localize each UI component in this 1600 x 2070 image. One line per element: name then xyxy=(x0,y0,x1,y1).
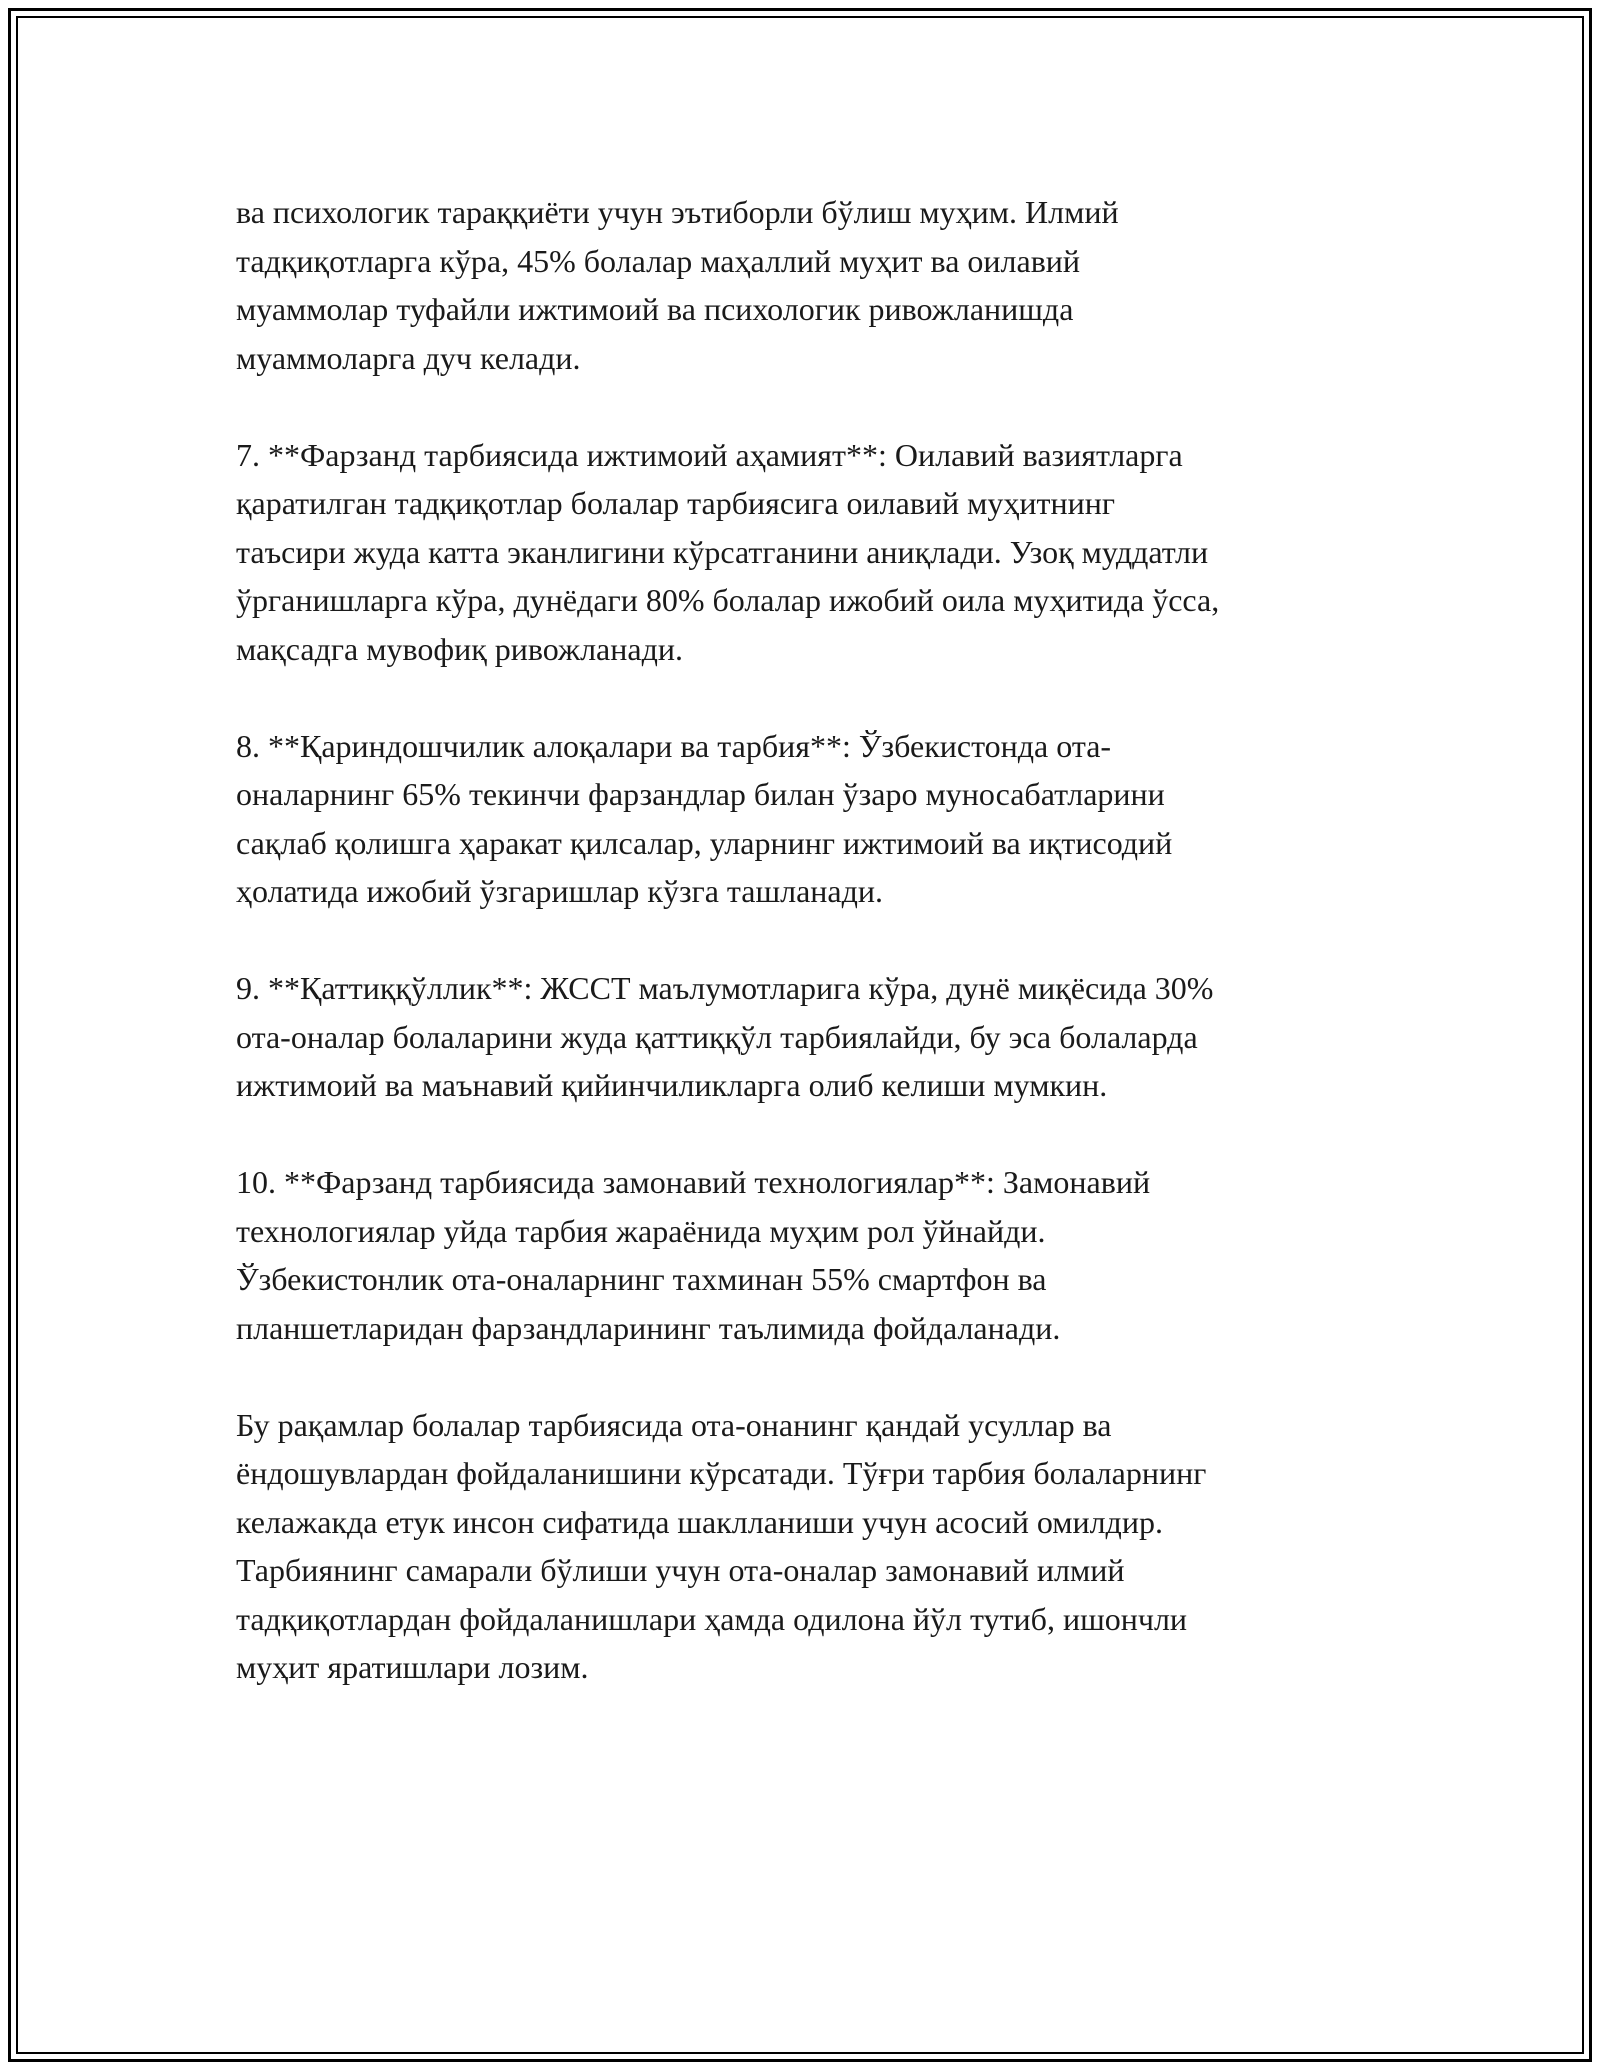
text-line: 8. **Қариндошчилик алоқалари ва тарбия**: Ўзбекистонда ота- xyxy=(236,727,1112,764)
text-line: ва психологик тараққиёти учун эътиборли бўлиш муҳим. Илмий xyxy=(236,194,1119,230)
paragraph-item-9 xyxy=(236,964,1386,1110)
text-line: ўрганишларга кўра, дунёдаги 80% болалар ижобий оила муҳитида ўсса, xyxy=(236,582,1220,618)
text-line: ёндошувлардан фойдаланишини кўрсатади. Тўғри тарбия болаларнинг xyxy=(236,1455,1207,1491)
paragraph-item-8 xyxy=(236,722,1386,916)
paragraph-item-7 xyxy=(236,431,1386,674)
text-line: таъсири жуда катта эканлигини кўрсатганини аниқлади. Узоқ муддатли xyxy=(236,533,1209,570)
text-line: қаратилган тадқиқотлар болалар тарбиясига оилавий муҳитнинг xyxy=(236,485,1116,521)
text-line: муаммоларга дуч келади. xyxy=(236,339,581,376)
text-line: ижтимоий ва маънавий қийинчиликларга олиб келиши мумкин. xyxy=(236,1067,1108,1103)
text-line: Тарбиянинг самарали бўлиши учун ота-оналар замонавий илмий xyxy=(236,1552,1125,1588)
text-line: тадқиқотларга кўра, 45% болалар маҳаллий муҳит ва оилавий xyxy=(236,242,1081,279)
paragraph-intro-continuation xyxy=(236,188,1386,382)
text-line: оналарнинг 65% текинчи фарзандлар билан ўзаро муносабатларини xyxy=(236,776,1165,812)
text-line: 9. **Қаттиққўллик**: ЖССТ маълумотларига кўра, дунё миқёсида 30% xyxy=(236,970,1214,1006)
text-line: мақсадга мувофиқ ривожланади. xyxy=(236,630,683,667)
text-line: сақлаб қолишга ҳаракат қилсалар, уларнинг ижтимоий ва иқтисодий xyxy=(236,824,1173,861)
text-line: 10. **Фарзанд тарбиясида замонавий технологиялар**: Замонавий xyxy=(236,1164,1151,1200)
paragraph-item-10 xyxy=(236,1158,1386,1352)
text-line: Бу рақамлар болалар тарбиясида ота-онанинг қандай усуллар ва xyxy=(236,1406,1112,1443)
text-line: планшетларидан фарзандларининг таълимида фойдаланади. xyxy=(236,1309,1061,1346)
text-line: ота-оналар болаларини жуда қаттиққўл тарбиялайди, бу эса болаларда xyxy=(236,1018,1198,1055)
text-line: ҳолатида ижобий ўзгаришлар кўзга ташланади. xyxy=(236,873,884,909)
text-line: муаммолар туфайли ижтимоий ва психологик ривожланишда xyxy=(236,291,1074,327)
text-line: тадқиқотлардан фойдаланишлари ҳамда одилона йўл тутиб, ишончли xyxy=(236,1600,1188,1637)
text-line: келажакда етук инсон сифатида шаклланиши учун асосий омилдир. xyxy=(236,1503,1163,1540)
text-line: Ўзбекистонлик ота-оналарнинг тахминан 55% смартфон ва xyxy=(236,1261,1047,1297)
text-line: муҳит яратишлари лозим. xyxy=(236,1649,589,1685)
document-body xyxy=(236,188,1386,1740)
text-line: 7. **Фарзанд тарбиясида ижтимоий аҳамият**: Оилавий вазиятларга xyxy=(236,436,1183,473)
paragraph-conclusion xyxy=(236,1401,1386,1692)
text-line: технологиялар уйда тарбия жараёнида муҳим рол ўйнайди. xyxy=(236,1212,1046,1249)
